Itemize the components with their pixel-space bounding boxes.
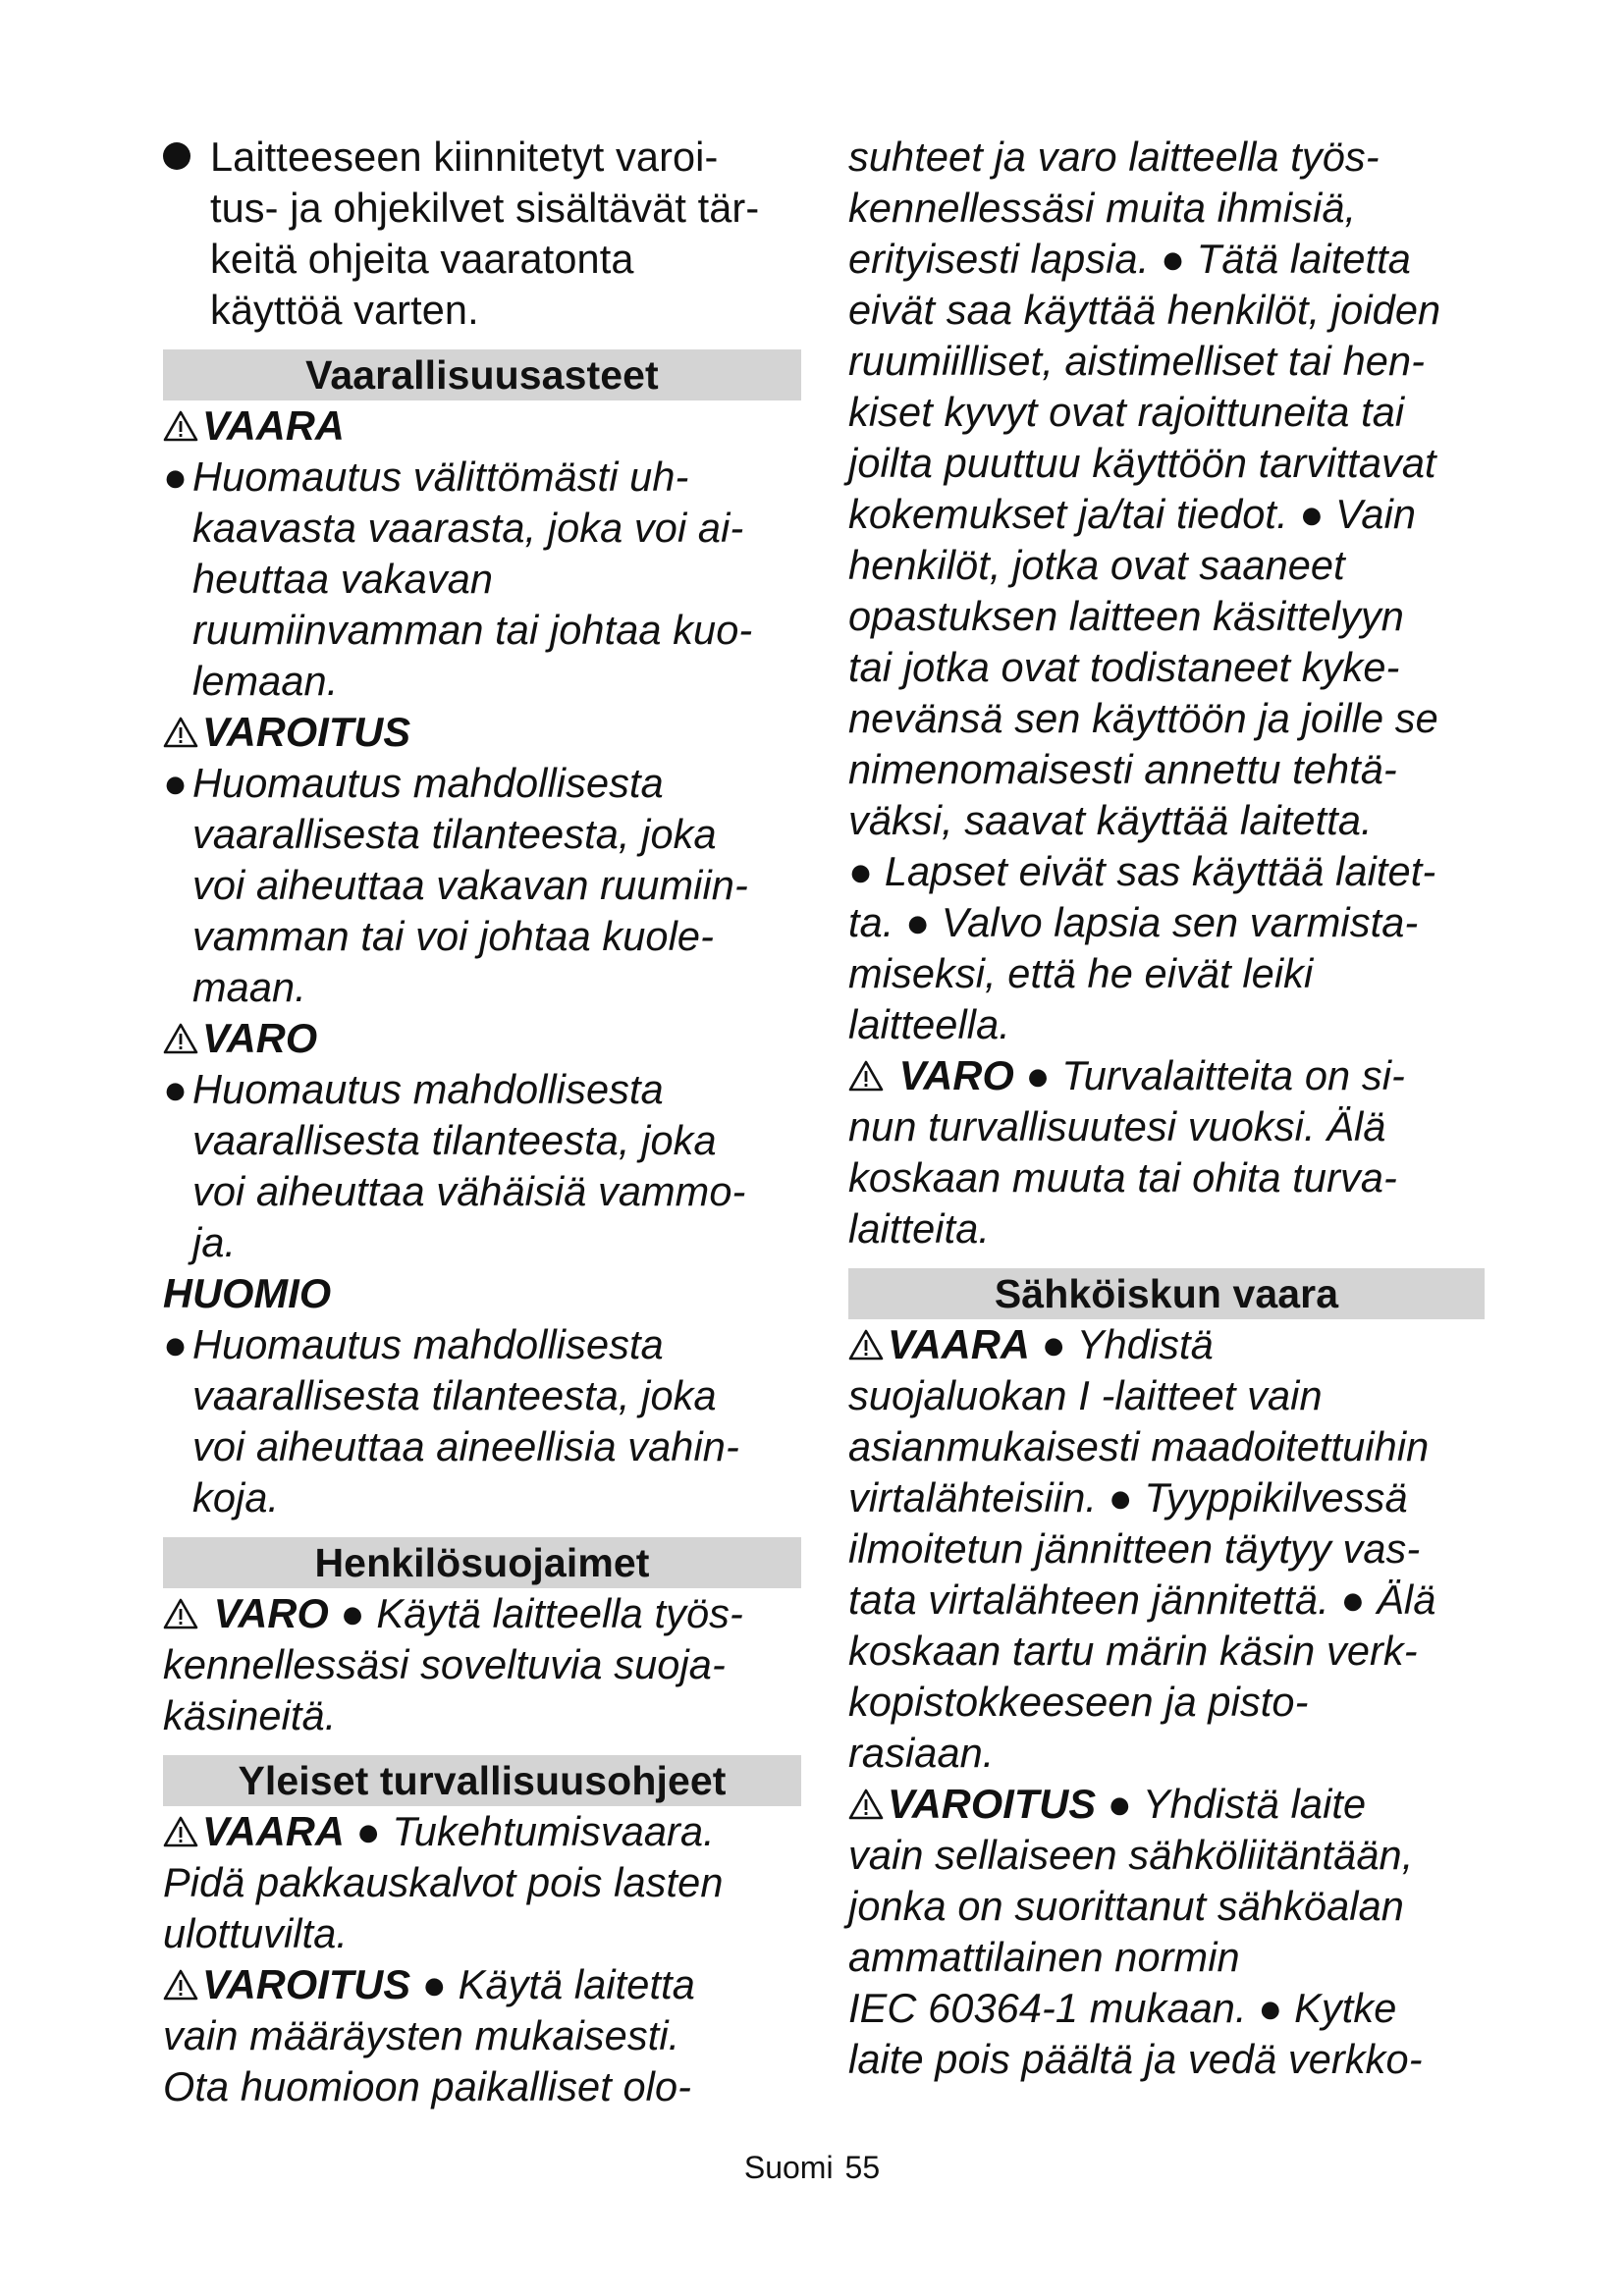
warning-triangle-icon <box>163 410 198 442</box>
continuation-text <box>848 132 1485 1255</box>
text-line: VARO ● Käytä laitteella työs- <box>163 1588 801 1639</box>
text-line: koskaan muuta tai ohita turva- <box>848 1154 1397 1201</box>
text-line: Huomautus mahdollisesta <box>192 1321 664 1367</box>
bullet-icon: ● <box>1108 1474 1133 1521</box>
text-line: henkilöt, jotka ovat saaneet <box>848 542 1345 588</box>
text-line: suojaluokan I -laitteet vain <box>848 1372 1323 1418</box>
text-line: joilta puuttuu käyttöön tarvittavat <box>848 440 1436 486</box>
bullet-icon: ● <box>163 1066 189 1112</box>
text-line: erityisesti lapsia. ● Tätä laitetta <box>848 236 1411 282</box>
text-line: tata virtalähteen jännitettä. ● Älä <box>848 1576 1436 1623</box>
bullet-varo <box>163 1064 801 1268</box>
text-line: ruumiinvamman tai johtaa kuo- <box>192 607 753 653</box>
warning-triangle-icon <box>163 1023 198 1054</box>
electric-shock-text <box>848 1319 1485 2085</box>
bullet-icon: ● <box>1107 1781 1132 1827</box>
bullet-icon: ● <box>1258 1985 1283 2031</box>
text-line: jonka on suorittanut sähköalan <box>848 1883 1404 1929</box>
bullet-icon: ● <box>340 1590 365 1636</box>
warning-triangle-icon <box>163 1816 198 1847</box>
section-heading-general-safety: Yleiset turvallisuusohjeet <box>163 1755 801 1806</box>
text-line: vaarallisesta tilanteesta, joka <box>192 811 717 857</box>
text-line: VAARA ● Tukehtumisvaara. <box>163 1806 801 1857</box>
text-line: opastuksen laitteen käsittelyyn <box>848 593 1404 639</box>
intro-bullet-item <box>163 132 801 336</box>
text-line: Huomautus välittömästi uh- <box>192 454 689 500</box>
text-line: voi aiheuttaa aineellisia vahin- <box>192 1423 739 1469</box>
section-heading-hazard-levels: Vaarallisuusasteet <box>163 349 801 400</box>
bullet-icon: ● <box>355 1808 381 1854</box>
text-line: asianmukaisesti maadoitettuihin <box>848 1423 1430 1469</box>
text-line: koskaan tartu märin käsin verk- <box>848 1628 1418 1674</box>
bullet-icon: ● <box>1340 1576 1366 1623</box>
text-line: vamman tai voi johtaa kuole- <box>192 913 715 959</box>
text-line: ulottuvilta. <box>163 1910 349 1956</box>
text-line: koja. <box>192 1474 280 1521</box>
intro-line: tus- ja ohjekilvet sisältävät tär- <box>210 185 760 231</box>
bullet-icon: ● <box>1299 491 1325 537</box>
text-line: lemaan. <box>192 658 339 704</box>
text-line: VAROITUS ● Yhdistä laite <box>848 1779 1485 1830</box>
text-line: voi aiheuttaa vakavan ruumiin- <box>192 862 748 908</box>
text-line: Ota huomioon paikalliset olo- <box>163 2063 692 2109</box>
text-line: ● Lapset eivät sas käyttää laitet- <box>848 848 1436 894</box>
warning-triangle-icon <box>163 1969 198 2001</box>
text-line: Huomautus mahdollisesta <box>192 760 664 806</box>
label-varoitus: VAROITUS <box>163 707 801 758</box>
text-line: kiset kyvyt ovat rajoittuneita tai <box>848 389 1405 435</box>
text-line: rasiaan. <box>848 1730 995 1776</box>
warning-triangle-icon <box>163 1598 198 1629</box>
text-line: käsineitä. <box>163 1692 337 1738</box>
protective-equipment-text <box>163 1588 801 1741</box>
text-line: virtalähteisiin. ● Tyyppikilvessä <box>848 1474 1408 1521</box>
bullet-dot-icon <box>163 142 190 170</box>
intro-line: Laitteeseen kiinnitetyt varoi- <box>210 133 719 180</box>
warning-triangle-icon <box>848 1060 884 1092</box>
text-line: heuttaa vakavan <box>192 556 494 602</box>
bullet-vaara <box>163 452 801 707</box>
page-number: 55 <box>844 2150 881 2185</box>
text-line: ta. ● Valvo lapsia sen varmista- <box>848 899 1419 945</box>
text-line: IEC 60364-1 mukaan. ● Kytke <box>848 1985 1397 2031</box>
right-column <box>848 132 1485 2085</box>
bullet-huomio <box>163 1319 801 1523</box>
label-huomio: HUOMIO <box>163 1270 332 1316</box>
text-line: VAROITUS ● Käytä laitetta <box>163 1959 801 2010</box>
page-footer <box>0 2150 1624 2186</box>
text-line: VARO ● Turvalaitteita on si- <box>848 1050 1485 1101</box>
text-line: kopistokkeeseen ja pisto- <box>848 1679 1309 1725</box>
left-column <box>163 132 801 2112</box>
warning-triangle-icon <box>848 1329 884 1361</box>
warning-triangle-icon <box>163 717 198 748</box>
text-line: nevänsä sen käyttöön ja joille se <box>848 695 1438 741</box>
text-line: ammattilainen normin <box>848 1934 1240 1980</box>
text-line: nimenomaisesti annettu tehtä- <box>848 746 1397 792</box>
text-line: väksi, saavat käyttää laitetta. <box>848 797 1373 843</box>
bullet-icon: ● <box>1025 1052 1051 1098</box>
section-heading-protective-equipment: Henkilösuojaimet <box>163 1537 801 1588</box>
bullet-icon: ● <box>1041 1321 1066 1367</box>
bullet-varoitus <box>163 758 801 1013</box>
intro-line: keitä ohjeita vaaratonta <box>210 236 634 282</box>
text-line: ruumiilliset, aistimelliset tai hen- <box>848 338 1426 384</box>
text-line: kennellessäsi soveltuvia suoja- <box>163 1641 726 1687</box>
text-line: maan. <box>192 964 306 1010</box>
text-line: VAARA ● Yhdistä <box>848 1319 1485 1370</box>
text-line: voi aiheuttaa vähäisiä vammo- <box>192 1168 746 1214</box>
text-line: tai jotka ovat todistaneet kyke- <box>848 644 1400 690</box>
general-safety-text <box>163 1806 801 2112</box>
text-line: Huomautus mahdollisesta <box>192 1066 664 1112</box>
label-vaara: VAARA <box>163 400 801 452</box>
text-line: laite pois päältä ja vedä verkko- <box>848 2036 1423 2082</box>
bullet-icon: ● <box>163 1321 189 1367</box>
bullet-icon: ● <box>848 848 874 894</box>
label-varo: VARO <box>163 1013 801 1064</box>
text-line: suhteet ja varo laitteella työs- <box>848 133 1380 180</box>
footer-language: Suomi <box>743 2150 834 2185</box>
intro-line: käyttöä varten. <box>210 287 479 333</box>
text-line: vain sellaiseen sähköliitäntään, <box>848 1832 1414 1878</box>
text-line: kaavasta vaarasta, joka voi ai- <box>192 505 744 551</box>
text-line: vain määräysten mukaisesti. <box>163 2012 680 2058</box>
text-line: eivät saa käyttää henkilöt, joiden <box>848 287 1441 333</box>
bullet-icon: ● <box>163 760 189 806</box>
text-line: laitteita. <box>848 1205 991 1252</box>
text-line: vaarallisesta tilanteesta, joka <box>192 1372 717 1418</box>
text-line: miseksi, että he eivät leiki <box>848 950 1314 996</box>
text-line: kokemukset ja/tai tiedot. ● Vain <box>848 491 1417 537</box>
text-line: laitteella. <box>848 1001 1010 1047</box>
text-line: vaarallisesta tilanteesta, joka <box>192 1117 717 1163</box>
bullet-icon: ● <box>905 899 931 945</box>
text-line: ja. <box>192 1219 237 1265</box>
text-line: Pidä pakkauskalvot pois lasten <box>163 1859 724 1905</box>
bullet-icon: ● <box>1160 236 1186 282</box>
bullet-icon: ● <box>421 1961 447 2007</box>
warning-triangle-icon <box>848 1789 884 1820</box>
text-line: kennellessäsi muita ihmisiä, <box>848 185 1357 231</box>
text-line: ilmoitetun jännitteen täytyy vas- <box>848 1525 1421 1572</box>
text-line: nun turvallisuutesi vuoksi. Älä <box>848 1103 1386 1149</box>
bullet-icon: ● <box>163 454 189 500</box>
section-heading-electric-shock: Sähköiskun vaara <box>848 1268 1485 1319</box>
